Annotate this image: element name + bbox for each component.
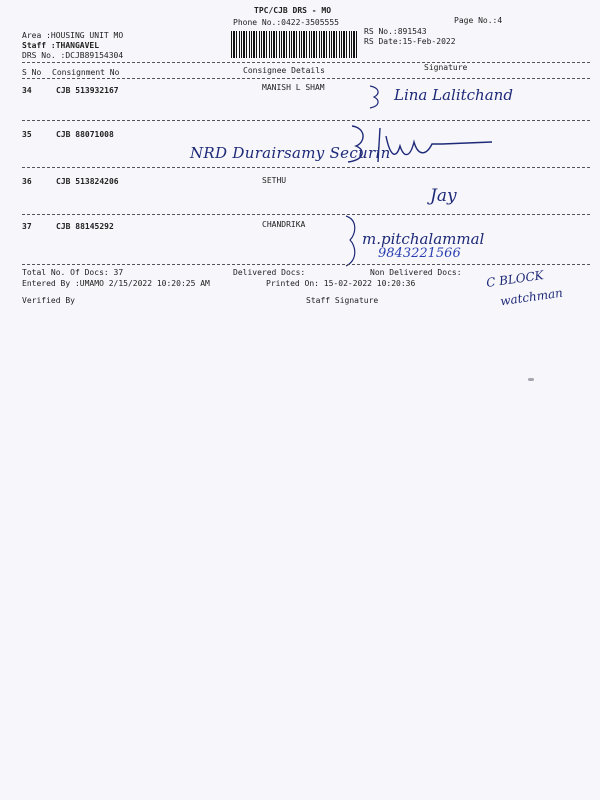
row-consignee: CHANDRIKA bbox=[262, 220, 306, 229]
printed-on: Printed On: 15-02-2022 10:20:36 bbox=[266, 279, 416, 288]
col-header-signature: Signature bbox=[424, 63, 468, 72]
rs-date: RS Date:15-Feb-2022 bbox=[364, 37, 456, 46]
row-sno: 35 bbox=[22, 130, 32, 139]
row-signature: Jay bbox=[430, 186, 457, 206]
row-sno: 34 bbox=[22, 86, 32, 95]
row-signature-phone: 9843221566 bbox=[378, 246, 461, 261]
row-signature: m.pitchalammal bbox=[362, 230, 485, 248]
barcode-image bbox=[231, 31, 357, 58]
row-consignee: MANISH L SHAM bbox=[262, 83, 325, 92]
row-consignment: CJB 513824206 bbox=[56, 177, 119, 186]
staff-signature: Staff Signature bbox=[306, 296, 379, 305]
signature-stroke bbox=[342, 122, 502, 166]
row-divider bbox=[22, 167, 590, 168]
rs-number: RS No.:891543 bbox=[364, 27, 427, 36]
entered-by: Entered By :UMAMO 2/15/2022 10:20:25 AM bbox=[22, 279, 210, 288]
row-divider bbox=[22, 214, 590, 215]
col-header-consignment: Consignment No bbox=[52, 68, 120, 77]
row-divider bbox=[22, 264, 590, 265]
signature-bracket bbox=[368, 84, 384, 110]
staff-label: Staff :THANGAVEL bbox=[22, 41, 100, 50]
col-header-sno: S No bbox=[22, 68, 42, 77]
row-sno: 36 bbox=[22, 177, 32, 186]
handwritten-note-line1: C BLOCK bbox=[485, 268, 545, 290]
drs-number: DRS No. :DCJB89154304 bbox=[22, 51, 124, 60]
delivered-docs: Delivered Docs: bbox=[233, 268, 306, 277]
column-header-divider bbox=[22, 78, 590, 79]
phone-number: Phone No.:0422-3505555 bbox=[233, 18, 339, 27]
row-consignment: CJB 88145292 bbox=[56, 222, 114, 231]
row-consignment: CJB 88071008 bbox=[56, 130, 114, 139]
page-number: Page No.:4 bbox=[454, 16, 503, 25]
total-docs: Total No. Of Docs: 37 bbox=[22, 268, 124, 277]
non-delivered-docs: Non Delivered Docs: bbox=[370, 268, 462, 277]
document-title: TPC/CJB DRS - MO bbox=[254, 6, 332, 15]
header-divider bbox=[22, 62, 590, 63]
row-consignee: SETHU bbox=[262, 176, 287, 185]
row-sno: 37 bbox=[22, 222, 32, 231]
row-signature: NRD Durairsamy Securin bbox=[190, 144, 391, 162]
verified-by: Verified By bbox=[22, 296, 75, 305]
col-header-consignee: Consignee Details bbox=[243, 66, 325, 75]
scan-speck bbox=[528, 378, 534, 381]
row-divider bbox=[22, 120, 590, 121]
row-consignment: CJB 513932167 bbox=[56, 86, 119, 95]
signature-bracket bbox=[342, 214, 360, 268]
row-signature: Lina Lalitchand bbox=[394, 86, 513, 104]
handwritten-note-line2: watchman bbox=[499, 285, 564, 309]
area-label: Area :HOUSING UNIT MO bbox=[22, 31, 124, 40]
